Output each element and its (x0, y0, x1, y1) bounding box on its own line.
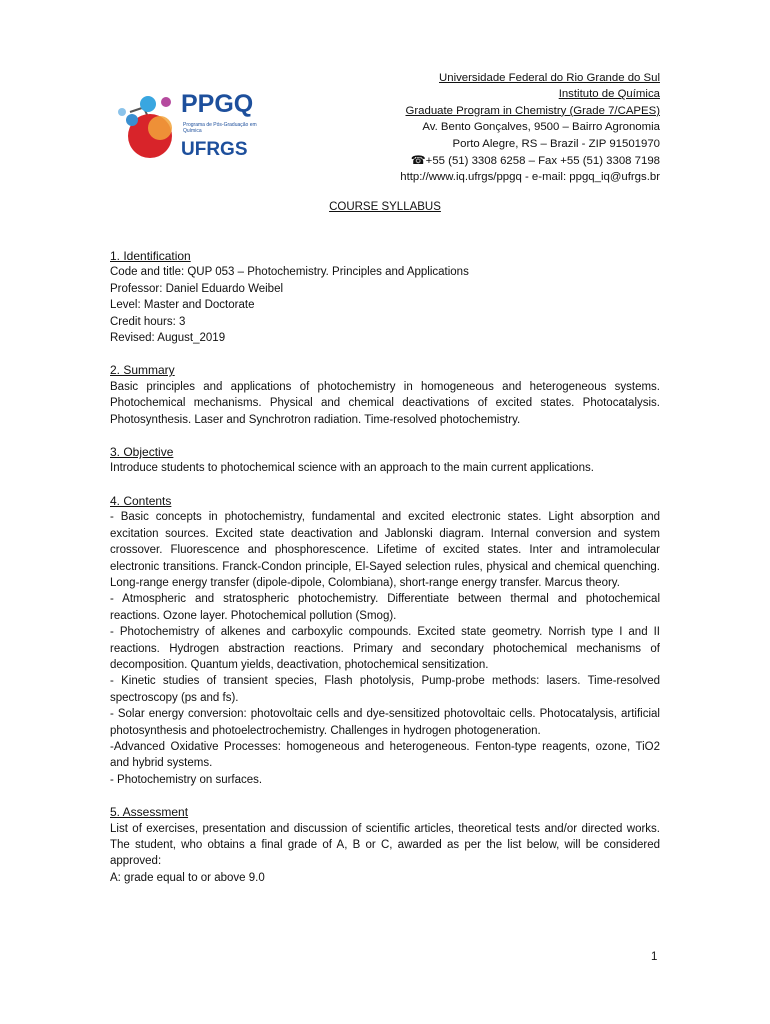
contents-item: - Photochemistry of alkenes and carboxylic compounds. Excited state geometry. Norrish type I and II reactions. Hydrogen abstraction reactions. Primary and secondary photochemical mechanisms of decomposition. Quantum yields, deactivation, photochemical sensitization. (110, 626, 660, 671)
section-heading: 1. Identification (110, 249, 191, 263)
assessment-text: List of exercises, presentation and discussion of scientific articles, theoretical tests and/or directed works. The student, who obtains a final grade of A, B or C, awarded as per the list below, will be considered approved: (110, 822, 660, 868)
program-name: Graduate Program in Chemistry (Grade 7/CAPES) (405, 104, 660, 117)
section-assessment (110, 804, 660, 886)
section-heading: 3. Objective (110, 445, 174, 460)
syllabus-body (110, 248, 660, 902)
summary-text: Basic principles and applications of photochemistry in homogeneous and heterogeneous systems. Photochemical mechanisms. Physical and chemical deactivations of excited states. Photocatalysis. Photosynthesis. Laser and Synchrotron radiation. Time-resolved photochemistry. (110, 380, 660, 426)
web-email-line[interactable]: http://www.iq.ufrgs/ppgq - e-mail: ppgq_iq@ufrgs.br (400, 171, 660, 184)
contents-item: - Photochemistry on surfaces. (110, 773, 263, 786)
grade-a-line: A: grade equal to or above 9.0 (110, 871, 265, 884)
ppgq-logo (108, 88, 268, 168)
code-title-line: Code and title: QUP 053 – Photochemistry. Principles and Applications (110, 266, 469, 279)
institute-name: Instituto de Química (558, 88, 660, 101)
phone-fax-text: +55 (51) 3308 6258 – Fax +55 (51) 3308 7198 (425, 155, 660, 168)
institution-header (400, 70, 660, 186)
contents-item: - Kinetic studies of transient species, Flash photolysis, Pump-probe methods: lasers. Time-resolved spectroscopy (ps and fs). (110, 675, 660, 704)
telephone-icon: ☎ (410, 153, 426, 168)
professor-line: Professor: Daniel Eduardo Weibel (110, 282, 284, 295)
level-line: Level: Master and Doctorate (110, 299, 255, 312)
logo-subtitle: Programa de Pós-Graduação em Química (183, 122, 257, 134)
credit-hours-line: Credit hours: 3 (110, 315, 186, 328)
section-identification (110, 248, 660, 346)
contents-item: - Solar energy conversion: photovoltaic cells and dye-sensitized photovoltaic cells. Photocatalysis, artificial photosynthesis and photoelectrochemistry. Challenges in hydrogen photogeneration. (110, 708, 660, 737)
section-heading: 2. Summary (110, 363, 175, 378)
university-name: Universidade Federal do Rio Grande do Sul (439, 72, 660, 84)
contents-item: - Atmospheric and stratospheric photochemistry. Differentiate between thermal and photochemical reactions. Ozone layer. Photochemical pollution (Smog). (110, 593, 660, 622)
page-title: COURSE SYLLABUS (329, 201, 441, 213)
molecule-logo-icon (108, 88, 188, 168)
contents-item: -Advanced Oxidative Processes: homogeneous and heterogeneous. Fenton-type reagents, ozone, TiO2 and hybrid systems. (110, 740, 660, 770)
logo-institution: UFRGS (181, 139, 248, 160)
section-heading: 4. Contents (110, 493, 172, 508)
objective-text: Introduce students to photochemical science with an approach to the main current applications. (110, 462, 594, 475)
page-number: 1 (651, 951, 658, 963)
address-line-1: Av. Bento Gonçalves, 9500 – Bairro Agronomia (422, 121, 660, 134)
logo-wordmark: PPGQ (181, 90, 254, 118)
contents-item: - Basic concepts in photochemistry, fundamental and excited electronic states. Light absorption and excitation sources. Excited state deactivation and Jablonski diagram. Internal conversion and system crossover. Fluorescence and phosphorescence. Lifetime of excited states. Inter and intramolecular electronic transitions. Franck-Condon principle, El-Sayed selection rules, physical and chemical quenching. Long-range energy transfer (dipole-dipole, Colombiana), short-range energy transfer. Marcus theory. (110, 511, 660, 589)
section-heading: 5. Assessment (110, 805, 189, 820)
address-line-2: Porto Alegre, RS – Brazil - ZIP 91501970 (452, 137, 660, 150)
section-contents (110, 493, 660, 788)
section-summary (110, 362, 660, 428)
section-objective (110, 444, 660, 477)
revised-line: Revised: August_2019 (110, 332, 226, 345)
phone-line (400, 152, 660, 169)
